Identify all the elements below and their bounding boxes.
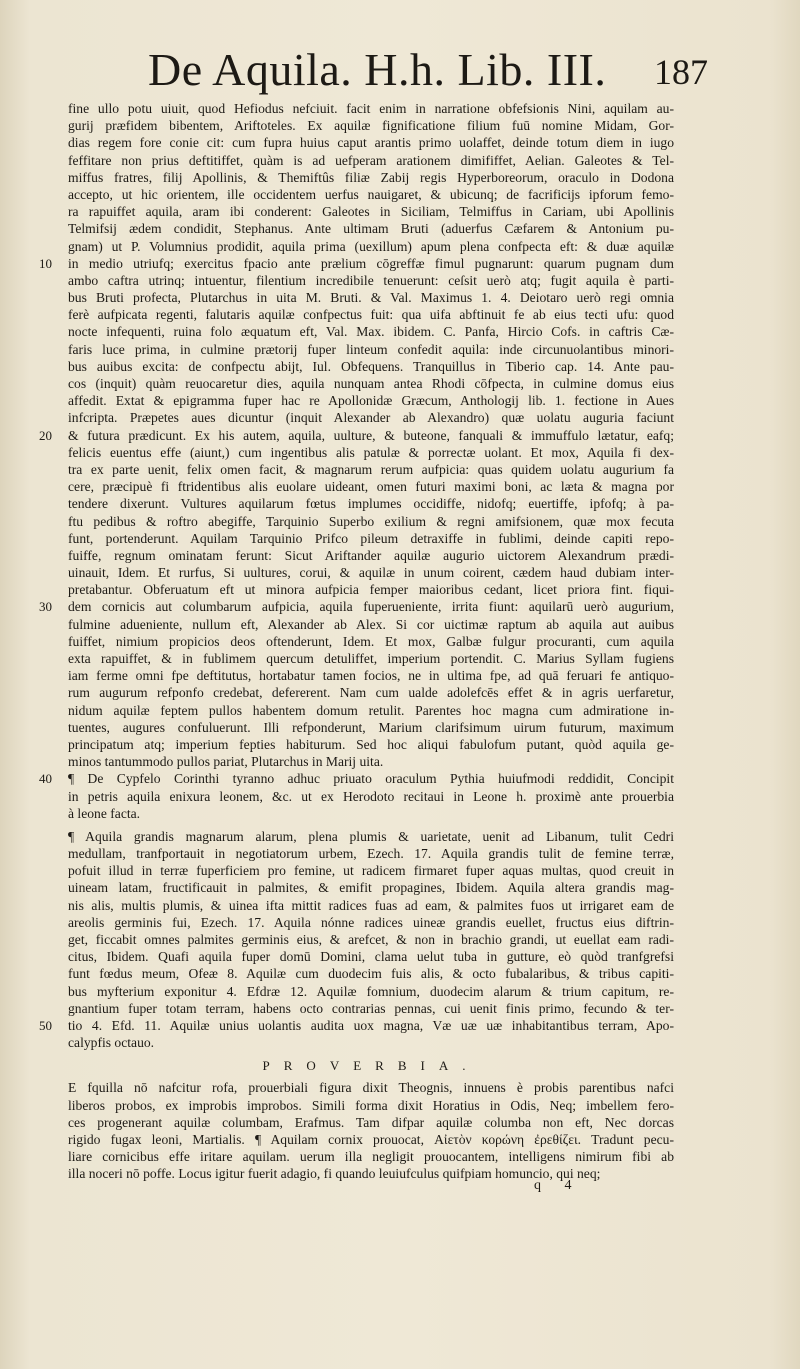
text-line: cos (inquit) quàm reuocaretur dies, aquila nunquam antea Rhodi cōfpecta, in culmine domus eius bbox=[68, 376, 674, 391]
text-line: in petris aquila enixura leonem, &c. ut ex Herodoto recitaui in Leone h. proximè ante prouerbia bbox=[68, 788, 674, 804]
text-line: dem cornicis aut columbarum aufpicia, aquila fuperueniente, irrita fiunt: aquilarū uerò augurium, 30 bbox=[68, 598, 674, 615]
text-line: rigido fugax leoni, Martialis. ¶ Aquilam cornix prouocat, Αἰετὸν κορώνη ἐρεθίζει. Tradunt pecu- bbox=[68, 1131, 674, 1147]
text-line: in medio utriufq; exercitus fpacio ante prælium cōgreffæ fimul pugnarunt: quarum pugnam dum 10 bbox=[68, 255, 674, 272]
text-line: tendere dixerunt. Vultures aquilarum fœtus implumes occidiffe, nidofq; euertiffe, ipfofq; à pa- bbox=[68, 496, 674, 512]
text-line: bus Bruti profecta, Plutarchus in uita M. Bruti. & Val. Maximus 1. 4. Deiotaro uerò regi omnia bbox=[68, 290, 674, 306]
margin-line-number: 40 bbox=[39, 771, 52, 787]
text-line: funt fœdus meum, Ofeæ 8. Aquilæ cum duodecim fuis alis, & octo fubalaribus, & tribus capiti- bbox=[68, 966, 674, 982]
text-line: gnam) ut P. Volumnius prodidit, aquila prima (uexillum) apum plena confpecta eft: & duæ aquilæ bbox=[68, 238, 674, 254]
text-line: fulmine adueniente, nullum eft, Alexander ab Alex. Si cor uictimæ raptum ab aquila aut auibus bbox=[68, 616, 674, 632]
text-line: accepto, ut hic orientem, ille occidentem uerfus nauigaret, & ubicunq; de facrificijs ipforum femo- bbox=[68, 186, 674, 202]
signature-mark: q 4 bbox=[534, 1178, 582, 1193]
text-line: ra rapuiffet aquila, aram ibi conderent: Galeotes in Siciliam, Telmiffus in Cariam, ubi Apollinis bbox=[68, 204, 674, 220]
text-line: exta rapuiffet, & in fublimem quercum detuliffet, imperium portendit. C. Marius Syllam fugiens bbox=[68, 651, 674, 666]
text-line: citus, Ibidem. Quafi aquila fuper domū Domini, clama uelut tuba in gutture, eò quòd tranfgrefsi bbox=[68, 949, 674, 965]
text-line: ferè aufpicata regenti, falutaris aquilæ confpectus fuit: qua uifa abftinuit fe ab eius tecti ufu: quod bbox=[68, 307, 674, 323]
text-line: pretabantur. Obferuatum eft ut minora aufpicia femper maioribus cedant, licet priora fint. fiqui- bbox=[68, 582, 674, 598]
page-number: 187 bbox=[654, 52, 708, 92]
text-line: fuiffet, nimium propicios deos oftenderunt, Idem. Et mox, Galbæ fulgur procuranti, cum aquila bbox=[68, 633, 674, 649]
text-line: feffitare non prius deftitiffet, quàm is ad uefperam arationem dimififfet, Aelian. Galeotes & Tel- bbox=[68, 152, 674, 168]
running-header bbox=[148, 42, 708, 98]
text-line: minos tantummodo pullos pariat, Plutarchus in Marij uita. bbox=[68, 754, 384, 770]
text-line: nidum aquilæ feptem pullos habentem domum retulit. Parentes hoc magna cum admiratione in- bbox=[68, 702, 674, 718]
text-line: fuiffe, regnum ominatam ferunt: Sicut Ariftander aquilæ augurio uictorem Alexandrum prædi- bbox=[68, 547, 674, 563]
text-line: gurij præfidem bibentem, Ariftoteles. Ex aquilæ fignificatione filium fuū nomine Midam, Gor- bbox=[68, 118, 674, 134]
text-line: E fquilla nō nafcitur rofa, prouerbiali figura dixit Theognis, innuens è probis parentibus nafci bbox=[68, 1080, 674, 1096]
text-line: tuentes, augures confuluerunt. Illi refponderunt, Marium clarifsimum uirum futurum, maximum bbox=[68, 719, 674, 735]
text-line: illa noceri nō poffe. Locus igitur fuerit adagio, fi quando leuiufculus quifpiam homuncio, qui neq; bbox=[68, 1166, 601, 1182]
text-line: fine ullo potu uiuit, quod Hefiodus nefciuit. facit enim in narratione obfefsionis Nini, aquilam au- bbox=[68, 101, 674, 116]
text-line: areolis germinis fui, Ezech. 17. Aquila nónne radices uineæ grandis euellet, fructus eius diftrin- bbox=[68, 914, 674, 930]
text-body bbox=[39, 100, 674, 1182]
text-line: tra ex parte uenit, felix omen facit, & magnarum rerum aufpicia: quas quidem uolatu augurium fa bbox=[68, 461, 674, 477]
text-line: uinauit, Idem. Et rurfus, Si uultures, corui, & aquilæ in unum coirent, cædem haud dubiam inter- bbox=[68, 565, 674, 581]
text-line: principatum atq; imperium fepties habiturum. Sed hoc aliqui fabulofum putant, quòd aquila ge- bbox=[68, 736, 674, 752]
text-line: cere, præcipuè fi ftridentibus alis euolare uideant, omen futuri maximi boni, ac læta & magna por bbox=[68, 479, 674, 495]
text-line: calypfis octauo. bbox=[68, 1035, 155, 1051]
text-line: bus auibus excita: de confpectu abijt, Iul. Obfequens. Tranquillus in Tiberio cap. 14. Ante pau- bbox=[68, 358, 674, 374]
text-line: affedit. Extat & epigramma fuper hac re Apollonidæ Græcum, Anthologij lib. 1. fectione in Aues bbox=[68, 393, 674, 409]
text-line: infcripta. Præpetes aues dicuntur (inquit Alexander ab Alexandro) quæ uolatu auguria faciunt bbox=[68, 410, 674, 426]
text-line: iam ferme omni fpe deftitutus, hortabatur tamen focios, ne in ultima fpe, ad quā feruari fe antiquo- bbox=[68, 668, 674, 684]
text-line: get, ficcabit omnes palmites germinis eius, & arefcet, & non in brachio grandi, ut euellat eam radi- bbox=[68, 932, 674, 947]
margin-line-number: 30 bbox=[39, 599, 52, 615]
text-line: Telmifsij ædem condidit, Stephanus. Ante ultimam Bruti (aduerfus Cæfarem & Antonium pu- bbox=[68, 221, 674, 237]
text-line: ambo caftra utrinq; intuentur, filentium incredibile tenuerunt: ceſsit uerò atq; fugit aquila è parti- bbox=[68, 272, 674, 288]
text-line: nis alis, multis plumis, & uinea ifta mittit radices fuas ad eam, & palmites fuos ut irrigaret eam de bbox=[68, 897, 674, 913]
text-line: pofuit illud in terræ fuperficiem pro femine, ut radicem firmaret fuper aquas multas, quod creuit in bbox=[68, 863, 674, 879]
text-line: ces progenerant aquilæ columbam, Erafmus. Tam difpar aquilæ columba non eft, Nec dorcas bbox=[68, 1114, 674, 1130]
text-line: gnantium fuper totam terram, habens octo contrarias pennas, cui uenit finis primo, fecundo & ter- bbox=[68, 1000, 674, 1016]
margin-line-number: 10 bbox=[39, 255, 52, 271]
text-line: à leone facta. bbox=[68, 805, 141, 821]
text-line: uineam latam, fructificauit in palmites, & emifit propagines, Ibidem. Aquila altera grandis mag- bbox=[68, 880, 674, 896]
text-line: felicis euentus effe (aiunt,) cum ingentibus alis patulæ & porrectæ uolant. Et mox, Aquila fi dex- bbox=[68, 444, 674, 460]
text-line: ¶ De Cypfelo Corinthi tyranno adhuc priuato oraculum Pythia huiufmodi reddidit, Concipit 40 bbox=[68, 770, 674, 787]
text-line: miffus fratres, filij Apollinis, & Themiftûs filiæ Zabij regis Hyperboreorum, oraculo in Dodona bbox=[68, 169, 674, 185]
text-line: funt, portenderunt. Aquilam Tarquinio Prifco pileum detraxiffe in fublimi, deinde capiti repo- bbox=[68, 530, 674, 546]
running-title: De Aquila. H.h. Lib. III. bbox=[148, 44, 607, 95]
text-line: bus myfterium exponitur 4. Efdræ 12. Aquilæ fomnium, duodecim alarum & trium capitum, re- bbox=[68, 983, 674, 999]
text-line: ftu pedibus & roftro abegiffe, Tarquinio Superbo exilium & regni amifsionem, quæ mox fecuta bbox=[68, 513, 674, 529]
margin-line-number: 20 bbox=[39, 427, 52, 443]
text-line: liare cornicibus effe iritare aquilam. uerum illa negligit prouocantem, intelligens nimirum fibi ab bbox=[68, 1149, 674, 1165]
proverbia-heading: PROVERBIA. bbox=[262, 1058, 480, 1074]
text-line: medullam, tranfportauit in negotiatorum urbem, Ezech. 17. Aquila grandis tulit de femine terræ, bbox=[68, 846, 674, 862]
text-line: tio 4. Efd. 11. Aquilæ unius uolantis audita uox magna, Væ uæ uæ inhabitantibus terram, Apo- 50 bbox=[68, 1017, 674, 1034]
text-line: dias regem fore conie cit: cum fupra huius caput arantis primo uolaffet, deinde totum diem in iugo bbox=[68, 135, 674, 151]
text-line: nocte infequenti, ruina folo æquatum eft, Val. Max. ibidem. C. Panfa, Hircio Cofs. in caftris Cæ- bbox=[68, 324, 674, 340]
text-line: ¶ Aquila grandis magnarum alarum, plena plumis & uarietate, uenit ad Libanum, tulit Cedri bbox=[68, 828, 674, 844]
text-line: & futura prædicunt. Ex his autem, aquila, uulture, & buteone, fanquali & immuffulo lætatur, eafq; 20 bbox=[68, 427, 674, 444]
text-line: rum augurum refponfo credebat, defererent. Nam cum ualde adolefcēs effet & in agris uerfaretur, bbox=[68, 685, 674, 701]
text-line: faris luce prima, in culmine prætorij fuper linteum confedit aquila: inde circunuolantibus minori- bbox=[68, 341, 674, 357]
margin-line-number: 50 bbox=[39, 1017, 52, 1033]
text-line: liberos probos, ex improbis improbos. Simili forma dixit Horatius in Odis, Neq; imbellem fero- bbox=[68, 1097, 674, 1113]
